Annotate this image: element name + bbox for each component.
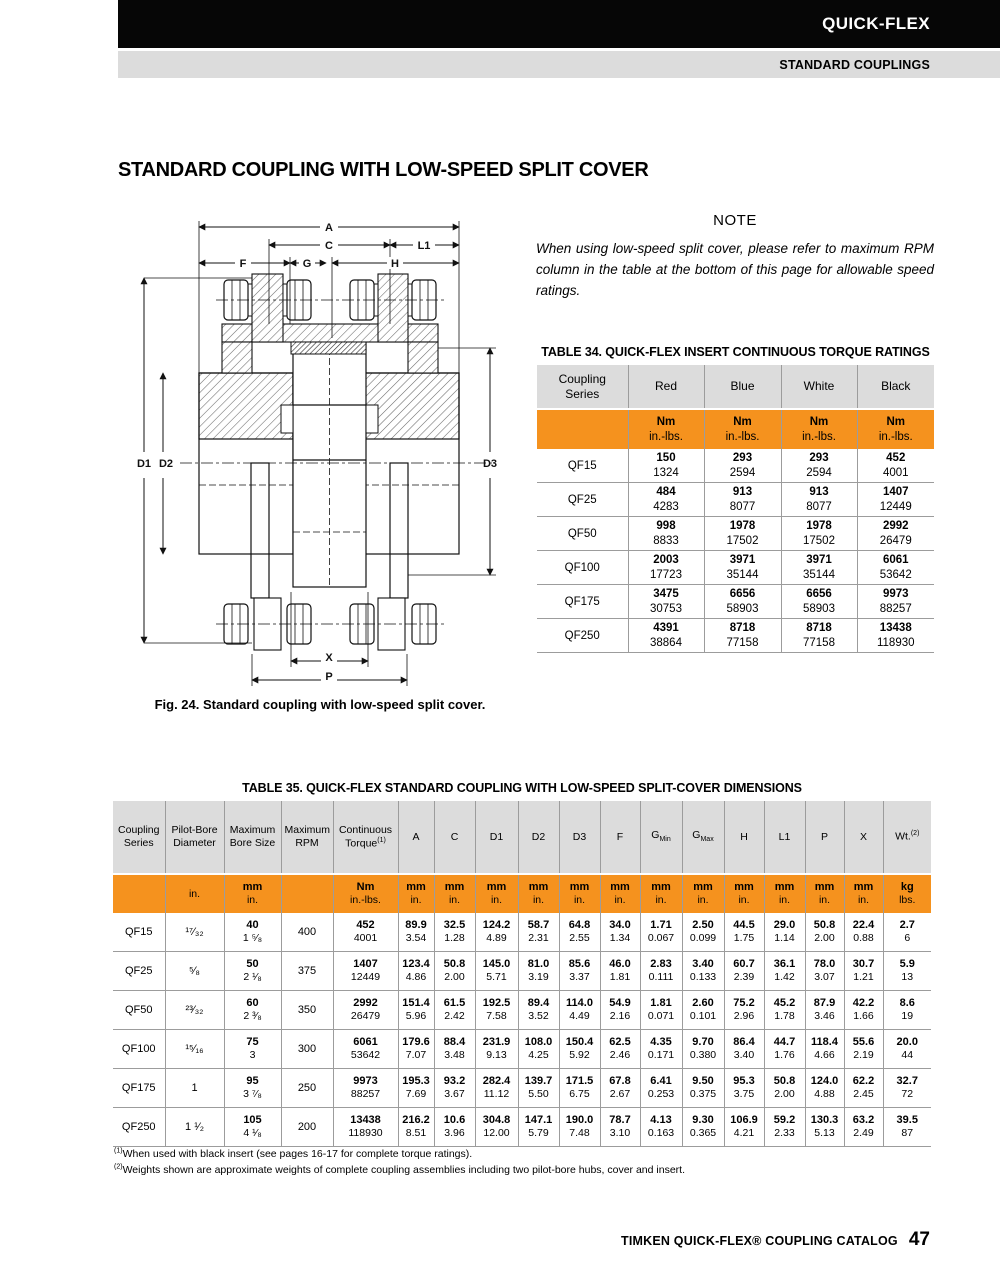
- torque-table: [537, 365, 934, 653]
- table-cell: 145.0 5.71: [475, 952, 518, 991]
- header-cell: F: [600, 801, 640, 874]
- table-row: [113, 1030, 931, 1069]
- cover-flange-left: [252, 274, 283, 342]
- header-cell: $G_{Max}$: [682, 801, 724, 874]
- table34-title: TABLE 34. QUICK-FLEX INSERT CONTINUOUS TORQUE RATINGS: [541, 345, 930, 359]
- table-cell: QF15: [537, 449, 628, 483]
- header-cell: D3: [559, 801, 600, 874]
- units-cell: mm in.: [518, 874, 559, 913]
- table-cell: 304.8 12.00: [475, 1108, 518, 1147]
- table-cell: 75.2 2.96: [724, 991, 764, 1030]
- table-cell: 998 8833: [628, 517, 704, 551]
- table-row: [537, 517, 934, 551]
- table-cell: 44.7 1.76: [764, 1030, 805, 1069]
- table-cell: 20.0 44: [883, 1030, 931, 1069]
- units-cell: [537, 409, 628, 449]
- dimensions-table-section: [113, 781, 931, 1147]
- table-cell: 95.3 3.75: [724, 1069, 764, 1108]
- table-cell: 2.7 6: [899, 918, 915, 945]
- units-cell: mm in.: [475, 874, 518, 913]
- page-title: STANDARD COUPLING WITH LOW-SPEED SPLIT COVER: [118, 159, 649, 182]
- dim-label-d2: D2: [158, 458, 174, 470]
- table-cell: 124.0 4.88: [805, 1069, 844, 1108]
- table-cell: 62.2 2.45: [844, 1069, 883, 1108]
- table-cell: 6.41 0.253: [640, 1069, 682, 1108]
- table-cell: 9.30 0.365: [682, 1108, 724, 1147]
- table-cell: 108.0 4.25: [518, 1030, 559, 1069]
- insert-band: [291, 342, 366, 354]
- units-cell: mm in.: [224, 874, 281, 913]
- dim-label-f: F: [239, 258, 247, 270]
- header-cell: D1: [475, 801, 518, 874]
- table-cell: 67.8 2.67: [600, 1069, 640, 1108]
- header-cell: H: [724, 801, 764, 874]
- table-cell: 2.83 0.111: [640, 952, 682, 991]
- table-row: [113, 1108, 931, 1147]
- units-cell: mm in.: [764, 874, 805, 913]
- table-cell: 4391 38864: [628, 619, 704, 653]
- units-cell: mm in.: [600, 874, 640, 913]
- table-cell: 50 2 ¹⁄₈: [224, 952, 281, 991]
- table-cell: 22.4 0.88: [844, 913, 883, 952]
- table-row: [537, 551, 934, 585]
- table-cell: 64.8 2.55: [559, 913, 600, 952]
- table-cell: QF175: [113, 1069, 165, 1108]
- table-cell: 60 2 ³⁄₈: [224, 991, 281, 1030]
- dimensions-table: [113, 801, 931, 1147]
- header-cell: P: [805, 801, 844, 874]
- header-cell: C: [434, 801, 475, 874]
- table-cell: 400: [281, 913, 333, 952]
- brand-label: QUICK-FLEX: [822, 14, 930, 33]
- table-cell: 45.2 1.78: [764, 991, 805, 1030]
- table-row: [113, 991, 931, 1030]
- table-cell: 63.2 2.49: [844, 1108, 883, 1147]
- units-cell: Nm in.-lbs.: [781, 409, 857, 449]
- table-cell: 39.5 87: [883, 1108, 931, 1147]
- table-cell: 105 4 ¹⁄₈: [224, 1108, 281, 1147]
- table-cell: QF100: [537, 551, 628, 585]
- table-cell: 1: [165, 1069, 224, 1108]
- table-cell: 81.0 3.19: [518, 952, 559, 991]
- table-cell: 3971 35144: [704, 551, 781, 585]
- table-cell: 250: [281, 1069, 333, 1108]
- table-cell: 190.0 7.48: [559, 1108, 600, 1147]
- table-row: [537, 449, 934, 483]
- dim-label-a: A: [325, 222, 333, 234]
- units-cell: [281, 874, 333, 913]
- table-cell: 114.0 4.49: [559, 991, 600, 1030]
- table-cell: QF250: [537, 619, 628, 653]
- table-row: [537, 483, 934, 517]
- table-cell: 1407 12449: [857, 483, 934, 517]
- table-cell: 89.4 3.52: [518, 991, 559, 1030]
- footnote-2: $^{(2)}$Weights shown are approximate weights of complete coupling assemblies including two pilot-bore hubs, cover and insert.: [114, 1163, 685, 1177]
- table-cell: 130.3 5.13: [805, 1108, 844, 1147]
- dim-label-d1: D1: [136, 458, 152, 470]
- table-cell: 36.1 1.42: [764, 952, 805, 991]
- table-cell: 89.9 3.54: [398, 913, 434, 952]
- table-row: [113, 913, 931, 952]
- table-cell: 106.9 4.21: [724, 1108, 764, 1147]
- table-cell: 3475 30753: [628, 585, 704, 619]
- table-cell: 151.4 5.96: [398, 991, 434, 1030]
- table-cell: 34.0 1.34: [600, 913, 640, 952]
- table-cell: 50.8 2.00: [764, 1069, 805, 1108]
- units-cell: mm in.: [398, 874, 434, 913]
- table-cell: 1978 17502: [781, 517, 857, 551]
- table-cell: ¹⁷⁄₃₂: [165, 913, 224, 952]
- footer-page-number: 47: [908, 1229, 930, 1250]
- footer-brand: TIMKEN QUICK-FLEX® COUPLING CATALOG: [621, 1234, 898, 1248]
- table-cell: 179.6 7.07: [398, 1030, 434, 1069]
- dim-label-c: C: [325, 240, 333, 252]
- table-cell: 3971 35144: [781, 551, 857, 585]
- units-cell: kg lbs.: [883, 874, 931, 913]
- table-cell: 13438 118930: [333, 1108, 398, 1147]
- coupling-diagram: [110, 202, 530, 694]
- table-cell: 375: [281, 952, 333, 991]
- table-cell: 452 4001: [882, 452, 909, 479]
- table-cell: 44.5 1.75: [724, 913, 764, 952]
- table-cell: 8718 77158: [781, 619, 857, 653]
- table-cell: 9.70 0.380: [682, 1030, 724, 1069]
- table-cell: QF50: [537, 517, 628, 551]
- units-cell: Nm in.-lbs.: [857, 409, 934, 449]
- table-cell: 2003 17723: [628, 551, 704, 585]
- table-cell: 55.6 2.19: [844, 1030, 883, 1069]
- table-cell: 88.4 3.48: [434, 1030, 475, 1069]
- note-heading: NOTE: [713, 212, 757, 229]
- units-cell: in.: [165, 874, 224, 913]
- header-cell: Blue: [704, 365, 781, 409]
- header-cell: Wt.$^{(2)}$: [883, 801, 931, 874]
- units-cell: Nm in.-lbs.: [704, 409, 781, 449]
- table-cell: 6656 58903: [704, 585, 781, 619]
- note-block: [536, 212, 934, 302]
- table-cell: 61.5 2.42: [434, 991, 475, 1030]
- header-row: [113, 801, 931, 874]
- footnote-1: $^{(1)}$When used with black insert (see pages 16-17 for complete torque ratings).: [114, 1147, 473, 1160]
- table-cell: 30.7 1.21: [844, 952, 883, 991]
- table-cell: QF50: [113, 991, 165, 1030]
- table-cell: 1 ¹⁄₂: [165, 1108, 224, 1147]
- units-cell: [113, 874, 165, 913]
- header-cell: Continuous Torque$^{(1)}$: [333, 801, 398, 874]
- header-cell: Maximum Bore Size: [224, 801, 281, 874]
- table-cell: 85.6 3.37: [559, 952, 600, 991]
- table-cell: 40 1 ⁵⁄₈: [224, 913, 281, 952]
- dim-label-d3: D3: [482, 458, 498, 470]
- header-cell: A: [398, 801, 434, 874]
- units-cell: mm in.: [559, 874, 600, 913]
- header-cell: $G_{Min}$: [640, 801, 682, 874]
- table-cell: 2.50 0.099: [682, 913, 724, 952]
- table-cell: 200: [281, 1108, 333, 1147]
- header-row: [537, 365, 934, 409]
- table-cell: 9973 88257: [333, 1069, 398, 1108]
- header-cell: X: [844, 801, 883, 874]
- table-cell: 2992 26479: [333, 991, 398, 1030]
- table-row: [537, 585, 934, 619]
- dim-label-g: G: [302, 258, 312, 270]
- figure-caption: Fig. 24. Standard coupling with low-speed split cover.: [154, 697, 486, 712]
- table-cell: 1.71 0.067: [640, 913, 682, 952]
- table-cell: QF100: [113, 1030, 165, 1069]
- table-cell: 231.9 9.13: [475, 1030, 518, 1069]
- table-cell: 192.5 7.58: [475, 991, 518, 1030]
- table-cell: 58.7 2.31: [518, 913, 559, 952]
- torque-table-section: [537, 345, 934, 653]
- table-cell: ¹⁵⁄₁₆: [165, 1030, 224, 1069]
- header-cell: Black: [857, 365, 934, 409]
- table-cell: 2.60 0.101: [682, 991, 724, 1030]
- table-cell: 6656 58903: [781, 585, 857, 619]
- header-cell: Coupling Series: [537, 365, 628, 409]
- dim-label-p: P: [325, 671, 333, 683]
- table-cell: 62.5 2.46: [600, 1030, 640, 1069]
- table-cell: ²³⁄₃₂: [165, 991, 224, 1030]
- table-cell: 6061 53642: [857, 551, 934, 585]
- table-cell: 50.8 2.00: [434, 952, 475, 991]
- table-cell: 3.40 0.133: [682, 952, 724, 991]
- table-cell: 50.8 2.00: [805, 913, 844, 952]
- table-cell: 1.81 0.071: [640, 991, 682, 1030]
- table-cell: 1407 12449: [333, 952, 398, 991]
- table-cell: 124.2 4.89: [475, 913, 518, 952]
- table-cell: 78.7 3.10: [600, 1108, 640, 1147]
- table-cell: 9973 88257: [857, 585, 934, 619]
- table-cell: 118.4 4.66: [805, 1030, 844, 1069]
- table-cell: 95 3 ⁷⁄₈: [224, 1069, 281, 1108]
- units-cell: mm in.: [724, 874, 764, 913]
- table-cell: 293 2594: [781, 449, 857, 483]
- dim-label-l1: L1: [417, 240, 431, 252]
- table-cell: 54.9 2.16: [600, 991, 640, 1030]
- units-row: [113, 874, 931, 913]
- table-cell: QF175: [537, 585, 628, 619]
- table-cell: 300: [281, 1030, 333, 1069]
- units-cell: Nm in.-lbs.: [333, 874, 398, 913]
- footnotes: [114, 1146, 685, 1179]
- table-cell: 216.2 8.51: [398, 1108, 434, 1147]
- units-cell: mm in.: [682, 874, 724, 913]
- section-bar: [118, 51, 1000, 78]
- units-row: [537, 409, 934, 449]
- header-cell: White: [781, 365, 857, 409]
- table-cell: 4.13 0.163: [640, 1108, 682, 1147]
- table-cell: 282.4 11.12: [475, 1069, 518, 1108]
- table-cell: 452 4001: [333, 913, 398, 952]
- table-cell: 32.7 72: [883, 1069, 931, 1108]
- header-cell: L1: [764, 801, 805, 874]
- table-cell: 59.2 2.33: [764, 1108, 805, 1147]
- table-cell: 293 2594: [704, 449, 781, 483]
- note-body: When using low-speed split cover, please refer to maximum RPM column in the table at the bottom of this page for allowable speed ratings.: [536, 241, 934, 298]
- top-black-bar: [118, 0, 1000, 48]
- table-cell: 10.6 3.96: [434, 1108, 475, 1147]
- table-cell: 150 1324: [628, 449, 704, 483]
- table-cell: 42.2 1.66: [844, 991, 883, 1030]
- header-cell: Maximum RPM: [281, 801, 333, 874]
- table-row: [113, 952, 931, 991]
- table-cell: 13438 118930: [857, 619, 934, 653]
- page-footer: [621, 1229, 930, 1251]
- table-cell: 5.9 13: [883, 952, 931, 991]
- table-cell: 913 8077: [704, 483, 781, 517]
- table-cell: 2992 26479: [857, 517, 934, 551]
- cover-flange-right: [378, 274, 408, 342]
- header-cell: Red: [628, 365, 704, 409]
- table-cell: 195.3 7.69: [398, 1069, 434, 1108]
- dim-label-h: H: [391, 258, 399, 270]
- table-cell: 87.9 3.46: [805, 991, 844, 1030]
- table-cell: 150.4 5.92: [559, 1030, 600, 1069]
- table-cell: 9.50 0.375: [682, 1069, 724, 1108]
- left-hub-hatch: [199, 373, 293, 439]
- table-cell: 171.5 6.75: [559, 1069, 600, 1108]
- table-cell: 60.7 2.39: [724, 952, 764, 991]
- header-cell: D2: [518, 801, 559, 874]
- table-cell: 1978 17502: [704, 517, 781, 551]
- table-cell: QF25: [537, 483, 628, 517]
- table-cell: QF15: [113, 913, 165, 952]
- table-cell: 29.0 1.14: [764, 913, 805, 952]
- units-cell: mm in.: [844, 874, 883, 913]
- table-cell: 75 3: [224, 1030, 281, 1069]
- table-cell: 123.4 4.86: [398, 952, 434, 991]
- table-cell: 86.4 3.40: [724, 1030, 764, 1069]
- dim-label-x: X: [325, 652, 333, 664]
- units-cell: mm in.: [640, 874, 682, 913]
- table-cell: 6061 53642: [333, 1030, 398, 1069]
- table35-title: TABLE 35. QUICK-FLEX STANDARD COUPLING WITH LOW-SPEED SPLIT-COVER DIMENSIONS: [242, 781, 802, 795]
- table-cell: QF25: [113, 952, 165, 991]
- table-cell: 8.6 19: [883, 991, 931, 1030]
- section-label: STANDARD COUPLINGS: [779, 57, 930, 72]
- table-cell: 147.1 5.79: [518, 1108, 559, 1147]
- table-cell: ⁵⁄₈: [165, 952, 224, 991]
- units-cell: Nm in.-lbs.: [628, 409, 704, 449]
- header-cell: Coupling Series: [113, 801, 165, 874]
- table-cell: 139.7 5.50: [518, 1069, 559, 1108]
- table-row: [113, 1069, 931, 1108]
- table-cell: 350: [281, 991, 333, 1030]
- table-cell: 4.35 0.171: [640, 1030, 682, 1069]
- table-cell: 484 4283: [628, 483, 704, 517]
- table-cell: 78.0 3.07: [805, 952, 844, 991]
- units-cell: mm in.: [805, 874, 844, 913]
- table-cell: 46.0 1.81: [600, 952, 640, 991]
- table-row: [537, 619, 934, 653]
- units-cell: mm in.: [434, 874, 475, 913]
- table-cell: 32.5 1.28: [434, 913, 475, 952]
- table-cell: 8718 77158: [704, 619, 781, 653]
- table-cell: 93.2 3.67: [434, 1069, 475, 1108]
- table-cell: QF250: [113, 1108, 165, 1147]
- header-cell: Pilot-Bore Diameter: [165, 801, 224, 874]
- table-cell: 913 8077: [781, 483, 857, 517]
